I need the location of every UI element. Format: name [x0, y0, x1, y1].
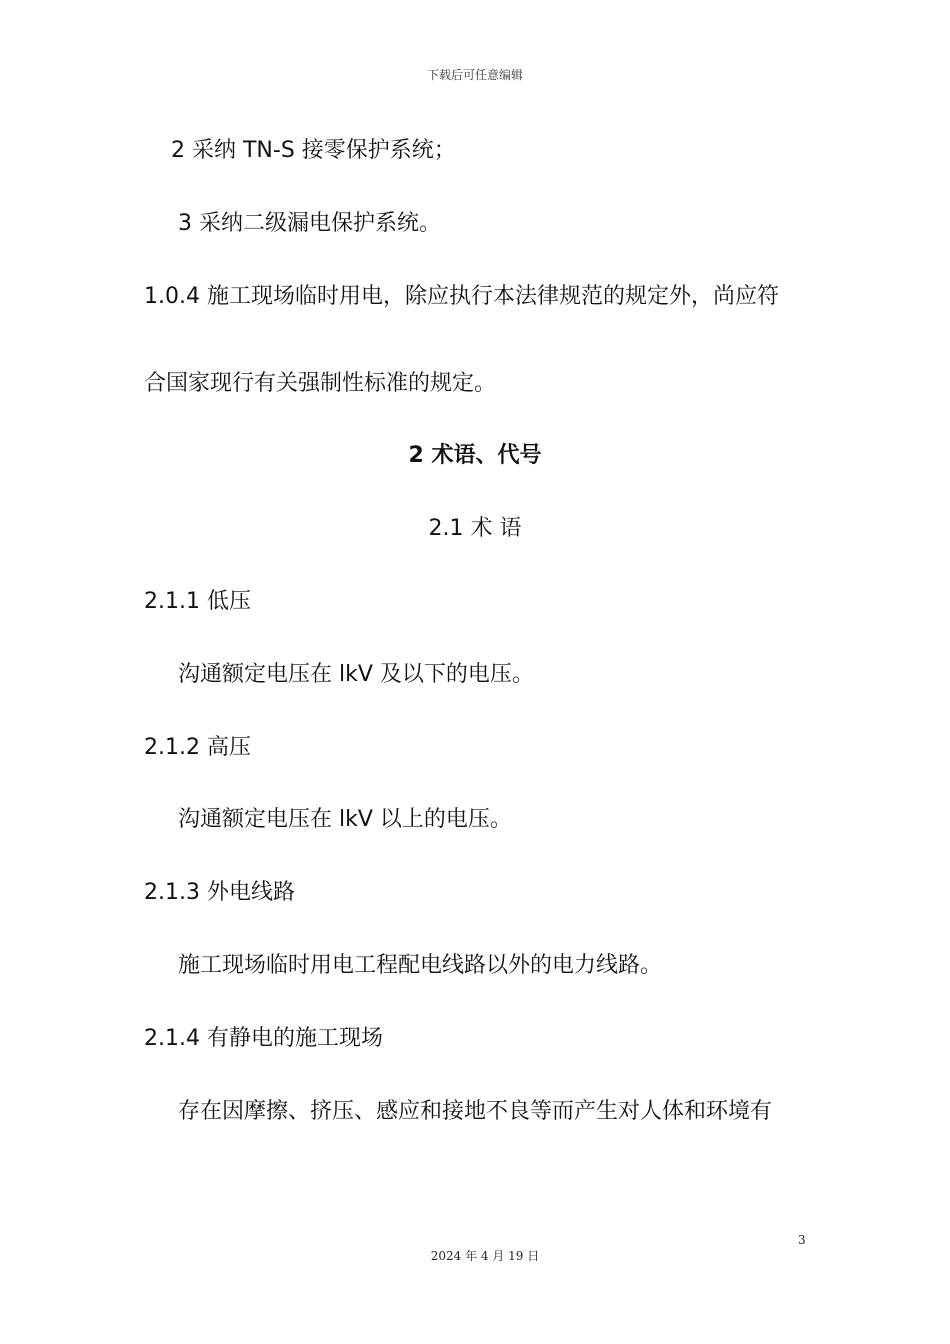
- term-2-1-4-heading: 2.1.4 有静电的施工现场: [144, 1026, 383, 1051]
- term-2-1-2-heading: 2.1.2 高压: [144, 735, 251, 760]
- term-2-1-3-heading: 2.1.3 外电线路: [144, 880, 295, 905]
- term-2-1-2-definition: 沟通额定电压在 lkV 以上的电压。: [178, 807, 512, 832]
- term-2-1-4-definition: 存在因摩擦、挤压、感应和接地不良等而产生对人体和环境有: [178, 1099, 773, 1124]
- term-2-1-1-heading: 2.1.1 低压: [144, 589, 251, 614]
- clause-1-0-4: 1.0.4 施工现场临时用电，除应执行本法律规范的规定外，尚应符: [144, 284, 779, 309]
- clause-3-two-level-leakage: 3 采纳二级漏电保护系统。: [178, 211, 441, 236]
- clause-1-0-4-continued: 合国家现行有关强制性标准的规定。: [144, 371, 497, 396]
- term-2-1-1-definition: 沟通额定电压在 lkV 及以下的电压。: [178, 662, 534, 687]
- chapter-2-heading: 2 术语、代号: [408, 443, 542, 468]
- page-footer-date: 2024 年 4 月 19 日: [430, 1249, 540, 1263]
- page-number: 3: [798, 1233, 806, 1247]
- section-2-1-heading: 2.1 术 语: [428, 516, 522, 541]
- page-header: 下载后可任意编辑: [426, 68, 523, 82]
- clause-2-tn-s: 2 采纳 TN-S 接零保护系统；: [171, 138, 456, 163]
- term-2-1-3-definition: 施工现场临时用电工程配电线路以外的电力线路。: [178, 953, 663, 978]
